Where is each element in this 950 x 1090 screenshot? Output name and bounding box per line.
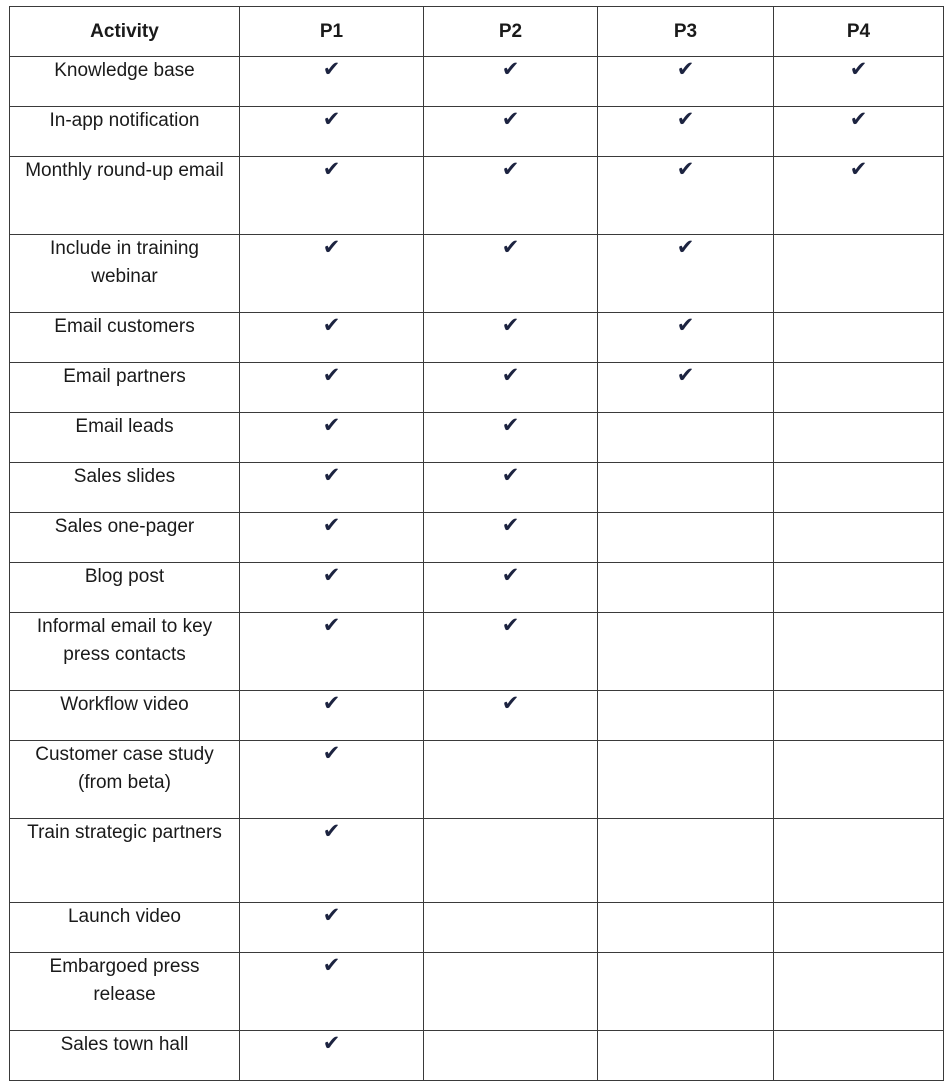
checkmark-icon: ✔ bbox=[501, 513, 520, 537]
phase-cell-p1 bbox=[240, 413, 424, 463]
activity-cell: Sales one-pager bbox=[10, 513, 240, 563]
header-p2: P2 bbox=[424, 7, 598, 57]
activity-cell: Email partners bbox=[10, 363, 240, 413]
phase-cell-p3 bbox=[598, 107, 774, 157]
phase-cell-p4 bbox=[774, 363, 944, 413]
activity-cell: Email customers bbox=[10, 313, 240, 363]
phase-cell-p2 bbox=[424, 235, 598, 313]
checkmark-icon: ✔ bbox=[676, 157, 695, 181]
checkmark-icon: ✔ bbox=[501, 363, 520, 387]
checkmark-icon: ✔ bbox=[849, 57, 868, 81]
phase-cell-p2 bbox=[424, 819, 598, 903]
checkmark-icon: ✔ bbox=[322, 691, 341, 715]
phase-cell-p1 bbox=[240, 563, 424, 613]
checkmark-icon: ✔ bbox=[322, 413, 341, 437]
phase-cell-p2 bbox=[424, 613, 598, 691]
phase-cell-p4 bbox=[774, 513, 944, 563]
phase-cell-p3 bbox=[598, 363, 774, 413]
checkmark-icon: ✔ bbox=[501, 691, 520, 715]
phase-cell-p1 bbox=[240, 741, 424, 819]
phase-cell-p4 bbox=[774, 953, 944, 1031]
phase-cell-p3 bbox=[598, 953, 774, 1031]
phase-cell-p3 bbox=[598, 413, 774, 463]
activity-cell: Monthly round-up email bbox=[10, 157, 240, 235]
checkmark-icon: ✔ bbox=[501, 57, 520, 81]
phase-cell-p3 bbox=[598, 903, 774, 953]
activity-cell: Informal email to key press contacts bbox=[10, 613, 240, 691]
phase-cell-p1 bbox=[240, 363, 424, 413]
activity-cell: Workflow video bbox=[10, 691, 240, 741]
checkmark-icon: ✔ bbox=[322, 157, 341, 181]
phase-cell-p2 bbox=[424, 107, 598, 157]
phase-cell-p1 bbox=[240, 313, 424, 363]
phase-cell-p3 bbox=[598, 1031, 774, 1081]
activity-cell: In-app notification bbox=[10, 107, 240, 157]
activity-cell: Email leads bbox=[10, 413, 240, 463]
table-row bbox=[10, 363, 944, 413]
checkmark-icon: ✔ bbox=[322, 613, 341, 637]
checkmark-icon: ✔ bbox=[676, 313, 695, 337]
checkmark-icon: ✔ bbox=[322, 235, 341, 259]
phase-cell-p2 bbox=[424, 691, 598, 741]
header-p3: P3 bbox=[598, 7, 774, 57]
header-p1: P1 bbox=[240, 7, 424, 57]
checkmark-icon: ✔ bbox=[501, 107, 520, 131]
phase-cell-p1 bbox=[240, 613, 424, 691]
phase-cell-p4 bbox=[774, 413, 944, 463]
checkmark-icon: ✔ bbox=[501, 563, 520, 587]
phase-cell-p2 bbox=[424, 741, 598, 819]
phase-cell-p2 bbox=[424, 313, 598, 363]
checkmark-icon: ✔ bbox=[676, 57, 695, 81]
checkmark-icon: ✔ bbox=[501, 613, 520, 637]
checkmark-icon: ✔ bbox=[676, 363, 695, 387]
checkmark-icon: ✔ bbox=[322, 463, 341, 487]
phase-cell-p1 bbox=[240, 157, 424, 235]
checkmark-icon: ✔ bbox=[501, 413, 520, 437]
checkmark-icon: ✔ bbox=[322, 1031, 341, 1055]
phase-cell-p1 bbox=[240, 691, 424, 741]
checkmark-icon: ✔ bbox=[322, 57, 341, 81]
activity-cell: Knowledge base bbox=[10, 57, 240, 107]
launch-activity-table bbox=[9, 6, 944, 1081]
phase-cell-p2 bbox=[424, 563, 598, 613]
phase-cell-p3 bbox=[598, 741, 774, 819]
phase-cell-p4 bbox=[774, 463, 944, 513]
activity-matrix bbox=[9, 6, 943, 1081]
checkmark-icon: ✔ bbox=[849, 157, 868, 181]
phase-cell-p2 bbox=[424, 363, 598, 413]
checkmark-icon: ✔ bbox=[322, 563, 341, 587]
phase-cell-p2 bbox=[424, 57, 598, 107]
phase-cell-p2 bbox=[424, 1031, 598, 1081]
table-row bbox=[10, 57, 944, 107]
header-activity: Activity bbox=[10, 7, 240, 57]
checkmark-icon: ✔ bbox=[676, 107, 695, 131]
table-row bbox=[10, 691, 944, 741]
activity-cell: Embargoed press release bbox=[10, 953, 240, 1031]
table-row bbox=[10, 157, 944, 235]
phase-cell-p1 bbox=[240, 235, 424, 313]
activity-cell: Sales slides bbox=[10, 463, 240, 513]
phase-cell-p4 bbox=[774, 157, 944, 235]
table-row bbox=[10, 513, 944, 563]
phase-cell-p2 bbox=[424, 157, 598, 235]
checkmark-icon: ✔ bbox=[322, 953, 341, 977]
phase-cell-p4 bbox=[774, 741, 944, 819]
phase-cell-p4 bbox=[774, 613, 944, 691]
table-row bbox=[10, 953, 944, 1031]
phase-cell-p1 bbox=[240, 107, 424, 157]
activity-cell: Blog post bbox=[10, 563, 240, 613]
header-p4: P4 bbox=[774, 7, 944, 57]
checkmark-icon: ✔ bbox=[501, 313, 520, 337]
phase-cell-p2 bbox=[424, 953, 598, 1031]
phase-cell-p4 bbox=[774, 57, 944, 107]
phase-cell-p1 bbox=[240, 819, 424, 903]
phase-cell-p1 bbox=[240, 1031, 424, 1081]
checkmark-icon: ✔ bbox=[322, 741, 341, 765]
checkmark-icon: ✔ bbox=[322, 313, 341, 337]
phase-cell-p4 bbox=[774, 235, 944, 313]
checkmark-icon: ✔ bbox=[501, 235, 520, 259]
phase-cell-p3 bbox=[598, 563, 774, 613]
checkmark-icon: ✔ bbox=[849, 107, 868, 131]
phase-cell-p3 bbox=[598, 463, 774, 513]
phase-cell-p3 bbox=[598, 691, 774, 741]
phase-cell-p4 bbox=[774, 563, 944, 613]
activity-cell: Sales town hall bbox=[10, 1031, 240, 1081]
phase-cell-p1 bbox=[240, 903, 424, 953]
phase-cell-p4 bbox=[774, 819, 944, 903]
table-row bbox=[10, 819, 944, 903]
activity-cell: Launch video bbox=[10, 903, 240, 953]
phase-cell-p3 bbox=[598, 157, 774, 235]
table-row bbox=[10, 613, 944, 691]
checkmark-icon: ✔ bbox=[322, 107, 341, 131]
table-row bbox=[10, 463, 944, 513]
header-row bbox=[10, 7, 944, 57]
activity-cell: Train strategic partners bbox=[10, 819, 240, 903]
table-row bbox=[10, 235, 944, 313]
table-row bbox=[10, 1031, 944, 1081]
phase-cell-p1 bbox=[240, 463, 424, 513]
phase-cell-p2 bbox=[424, 903, 598, 953]
phase-cell-p3 bbox=[598, 513, 774, 563]
phase-cell-p3 bbox=[598, 313, 774, 363]
checkmark-icon: ✔ bbox=[322, 903, 341, 927]
phase-cell-p2 bbox=[424, 463, 598, 513]
checkmark-icon: ✔ bbox=[676, 235, 695, 259]
checkmark-icon: ✔ bbox=[501, 157, 520, 181]
table-row bbox=[10, 563, 944, 613]
table-row bbox=[10, 313, 944, 363]
phase-cell-p3 bbox=[598, 235, 774, 313]
phase-cell-p4 bbox=[774, 1031, 944, 1081]
phase-cell-p3 bbox=[598, 819, 774, 903]
checkmark-icon: ✔ bbox=[322, 513, 341, 537]
phase-cell-p1 bbox=[240, 953, 424, 1031]
table-row bbox=[10, 413, 944, 463]
activity-cell: Include in training webinar bbox=[10, 235, 240, 313]
checkmark-icon: ✔ bbox=[322, 363, 341, 387]
phase-cell-p1 bbox=[240, 57, 424, 107]
phase-cell-p1 bbox=[240, 513, 424, 563]
table-row bbox=[10, 107, 944, 157]
table-row bbox=[10, 903, 944, 953]
table-row bbox=[10, 741, 944, 819]
phase-cell-p4 bbox=[774, 313, 944, 363]
checkmark-icon: ✔ bbox=[501, 463, 520, 487]
phase-cell-p2 bbox=[424, 513, 598, 563]
phase-cell-p2 bbox=[424, 413, 598, 463]
phase-cell-p3 bbox=[598, 613, 774, 691]
phase-cell-p4 bbox=[774, 691, 944, 741]
checkmark-icon: ✔ bbox=[322, 819, 341, 843]
table-body bbox=[10, 57, 944, 1081]
phase-cell-p4 bbox=[774, 107, 944, 157]
phase-cell-p3 bbox=[598, 57, 774, 107]
activity-cell: Customer case study (from beta) bbox=[10, 741, 240, 819]
phase-cell-p4 bbox=[774, 903, 944, 953]
